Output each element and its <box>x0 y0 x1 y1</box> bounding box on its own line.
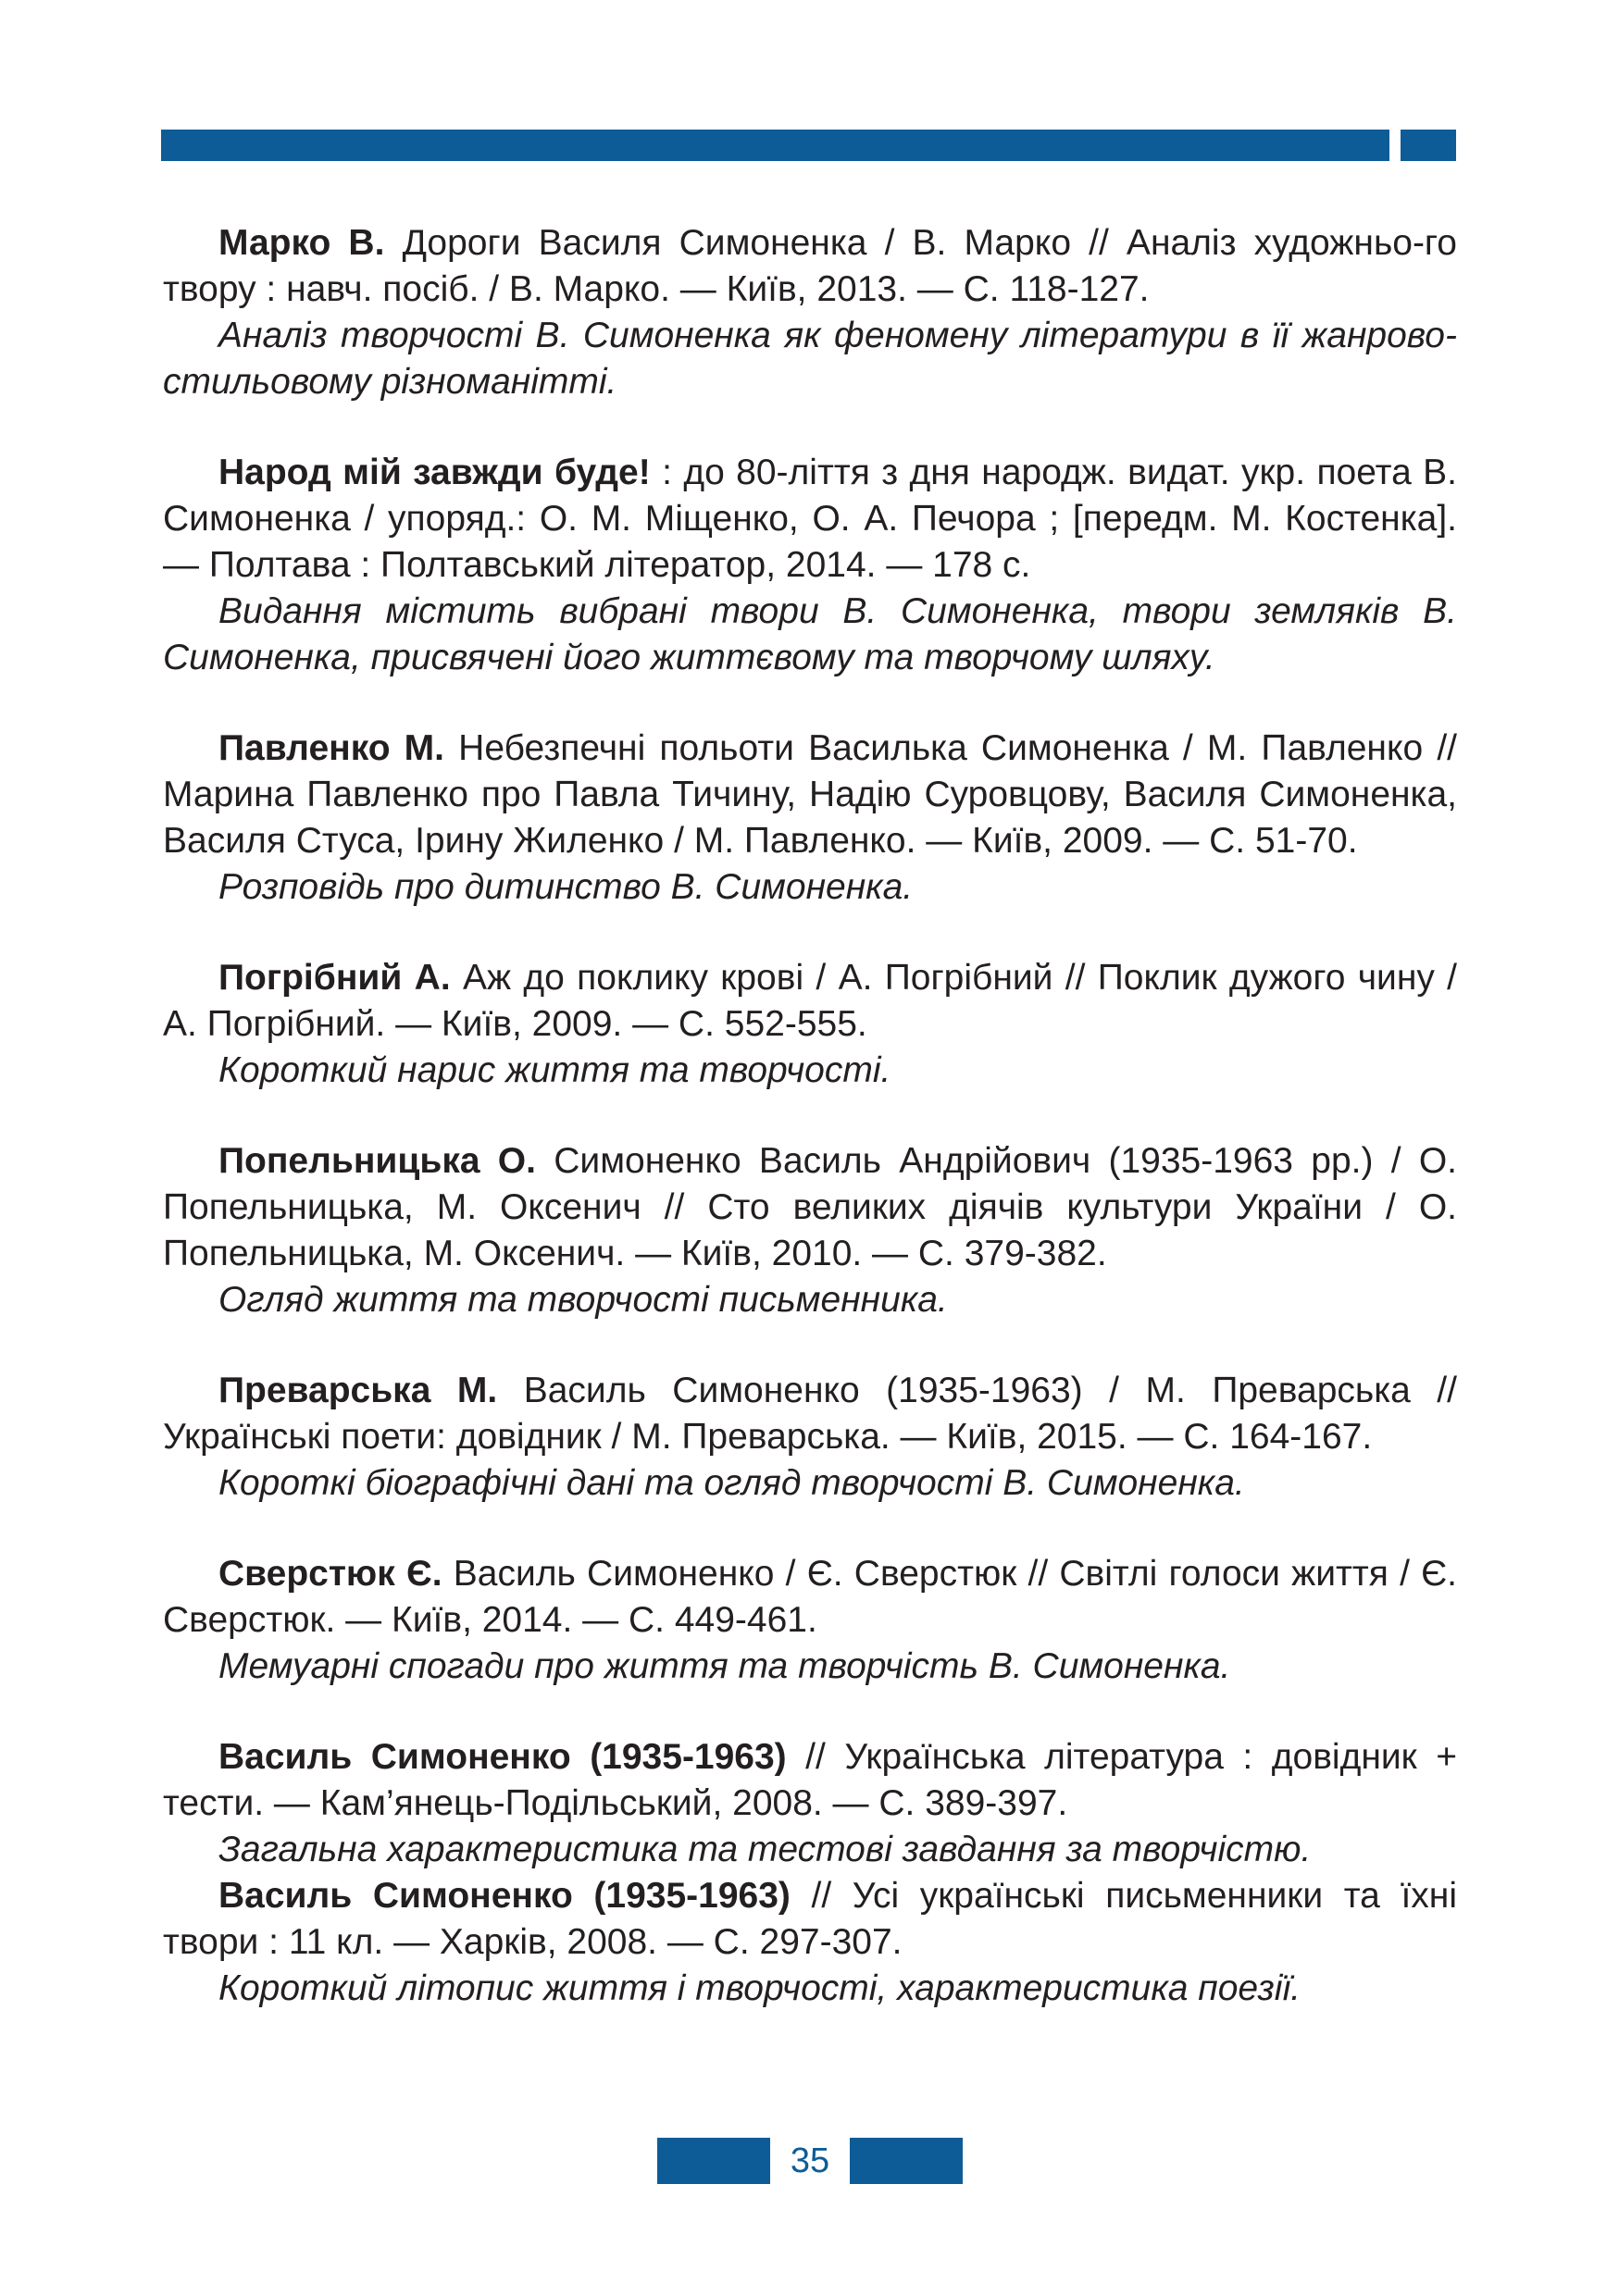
entry-citation-text: Небезпечні польоти Василька Симоненка / М. Павленко // Марина Павленко про Павла Тичину, Надію Суровцову, Василя Симоненка, Василя Стуса, Ірину Жиленко / М. Павленко. — Київ, 2009. — С. 51-70. <box>163 728 1457 861</box>
entry-citation-text: : до 80-ліття з дня народж. видат. укр. поета В. Симоненка / упоряд.: О. М. Міщенко, О. А. Печора ; [передм. М. Костенка]. — Полтава : Полтавський літератор, 2014. — 178 с. <box>163 453 1457 585</box>
entry-annotation: Аналіз творчості В. Симоненка як феномену літератури в її жанрово-стильовому різноманітті. <box>163 316 1457 402</box>
header-decorative-bar <box>161 130 1389 161</box>
bibliography-entry <box>163 955 1457 1094</box>
bibliography-entry <box>163 1551 1457 1690</box>
bibliography-entry <box>163 450 1457 681</box>
entry-annotation: Мемуарні спогади про життя та творчість В. Симоненка. <box>218 1646 1231 1686</box>
entry-author: Попельницька О. <box>218 1141 536 1181</box>
page-number: 35 <box>790 2141 830 2180</box>
bibliography-entry <box>163 220 1457 405</box>
entry-citation-text: Симоненко Василь Андрійович (1935-1963 рр.) / О. Попельницька, М. Оксенич // Сто великих діячів культури України / О. Попельницька, М. Оксенич. — Київ, 2010. — С. 379-382. <box>163 1141 1458 1273</box>
citation <box>163 1873 1457 1966</box>
entry-author: Василь Симоненко (1935-1963) <box>218 1876 791 1916</box>
citation <box>163 220 1457 313</box>
page-footer <box>657 2138 963 2184</box>
bibliography-entry <box>163 1734 1457 1873</box>
citation <box>163 726 1457 864</box>
citation <box>163 1368 1457 1460</box>
entry-author: Павленко М. <box>218 728 445 768</box>
entry-author: Сверстюк Є. <box>218 1554 442 1594</box>
entry-author: Василь Симоненко (1935-1963) <box>218 1737 787 1777</box>
entry-citation-text: Дороги Василя Симоненка / В. Марко // Аналіз художньо-го твору : навч. посіб. / В. Марко. — Київ, 2013. — С. 118-127. <box>163 223 1457 309</box>
entry-annotation: Короткі біографічні дані та огляд творчості В. Симоненка. <box>218 1463 1245 1503</box>
bibliography-entry <box>163 1138 1457 1323</box>
entry-author: Преварська М. <box>218 1371 498 1410</box>
entry-annotation: Короткий нарис життя та творчості. <box>218 1050 891 1090</box>
citation <box>163 1138 1457 1277</box>
entry-annotation: Огляд життя та творчості письменника. <box>218 1280 948 1320</box>
citation <box>163 1551 1457 1644</box>
bibliography-entry <box>163 1368 1457 1507</box>
entry-author: Погрібний А. <box>218 958 451 998</box>
citation <box>163 955 1457 1048</box>
citation <box>163 450 1457 589</box>
bibliography-entry <box>163 1873 1457 2012</box>
entry-citation-text: Аж до поклику крові / А. Погрібний // Поклик дужого чину / А. Погрібний. — Київ, 2009. — С. 552-555. <box>163 958 1458 1044</box>
entry-annotation: Загальна характеристика та тестові завдання за творчістю. <box>218 1830 1312 1869</box>
entry-citation-text: // Усі українські письменники та їхні твори : 11 кл. — Харків, 2008. — С. 297-307. <box>163 1876 1457 1962</box>
entry-annotation: Розповідь про дитинство В. Симоненка. <box>218 867 914 907</box>
footer-decorative-bar-left <box>657 2138 770 2184</box>
entry-annotation: Видання містить вибрані твори В. Симоненка, твори земляків В. Симоненка, присвячені його життєвому та творчому шляху. <box>163 591 1457 677</box>
bibliography-entry <box>163 726 1457 911</box>
entry-author: Народ мій завжди буде! <box>218 453 651 492</box>
entry-annotation: Короткий літопис життя і творчості, характеристика поезії. <box>218 1968 1301 2008</box>
bibliography-list <box>163 220 1457 2056</box>
citation <box>163 1734 1457 1827</box>
entry-citation-text: Василь Симоненко (1935-1963) / М. Преварська // Українські поети: довідник / М. Преварська. — Київ, 2015. — С. 164-167. <box>163 1371 1457 1457</box>
footer-decorative-bar-right <box>850 2138 963 2184</box>
entry-citation-text: // Українська література : довідник + тести. — Кам’янець-Подільський, 2008. — С. 389-397. <box>163 1737 1457 1823</box>
entry-citation-text: Василь Симоненко / Є. Сверстюк // Світлі голоси життя / Є. Сверстюк. — Київ, 2014. — С. 449-461. <box>163 1554 1457 1640</box>
header-decorative-bar-end <box>1401 130 1456 161</box>
entry-author: Марко В. <box>218 223 385 263</box>
